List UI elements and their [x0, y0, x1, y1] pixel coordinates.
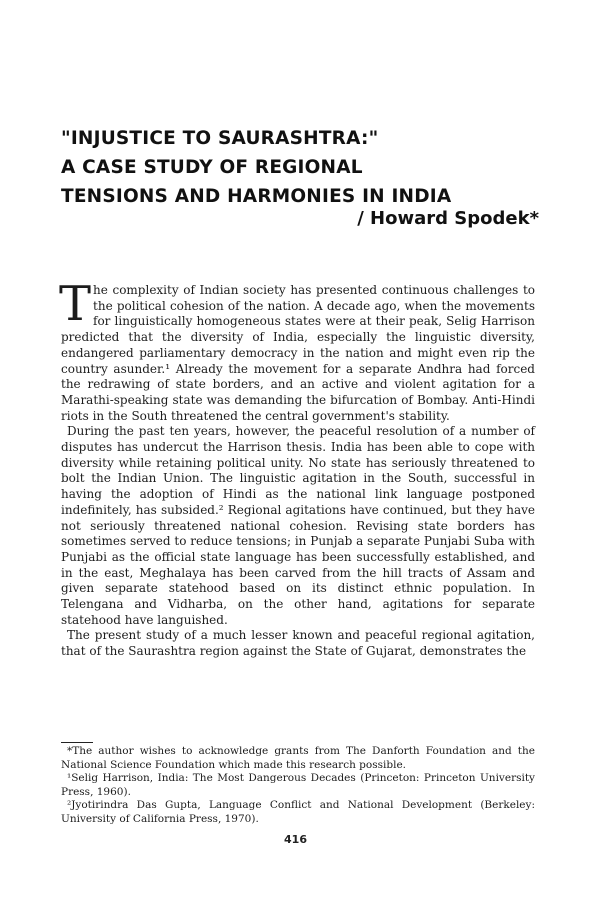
- article-body: [59, 276, 535, 660]
- paragraph: The present study of a much lesser known and peaceful regional agitation, that of the Saurashtra region against the State of Gujarat, demonstrates the: [61, 628, 535, 659]
- footnote: ¹Selig Harrison, India: The Most Dangerous Decades (Princeton: Princeton University Press, 1960).: [61, 772, 535, 798]
- title-line: TENSIONS AND HARMONIES IN INDIA: [61, 186, 452, 207]
- author-byline: / Howard Spodek*: [357, 208, 539, 229]
- footnote: *The author wishes to acknowledge grants from The Danforth Foundation and the National Science Foundation which made this research possible.: [61, 745, 535, 771]
- drop-cap: T: [59, 276, 92, 332]
- title-line: "INJUSTICE TO SAURASHTRA:": [61, 128, 379, 149]
- page-number: 416: [284, 833, 307, 846]
- paragraph: During the past ten years, however, the peaceful resolution of a number of disputes has undercut the Harrison thesis. India has been able to cope with diversity while retaining political unity. No state has seriously threatened to bolt the Indian Union. The linguistic agitation in the South, successful in having the adoption of Hindi as the national link language postponed indefinitely, has subsided.² Regional agitations have continued, but they have not seriously threatened national cohesion. Revising state borders has sometimes served to reduce tensions; in Punjab a separate Punjabi Suba with Punjabi as the official state language has been successfully established, and in the east, Meghalaya has been carved from the hill tracts of Assam and given separate statehood based on its distinct ethnic population. In Telengana and Vidharba, on the other hand, agitations for separate statehood have languished.: [61, 424, 535, 627]
- article-title: [61, 124, 451, 211]
- footnotes: [61, 745, 535, 826]
- footnote: ²Jyotirindra Das Gupta, Language Conflict and National Development (Berkeley: University of California Press, 1970).: [61, 799, 535, 825]
- paragraph-text: he complexity of Indian society has presented continuous challenges to the political cohesion of the nation. A decade ago, when the movements for linguistically homogeneous states were at their peak, Selig Harrison predicted that the diversity of India, especially the linguistic diversity, endangered parliamentary democracy in the nation and might even rip the country asunder.¹ Already the movement for a separate Andhra had forced the redrawing of state borders, and an active and violent agitation for a Marathi-speaking state was demanding the bifurcation of Bombay. Anti-Hindi riots in the South threatened the central government's stability.: [61, 283, 535, 423]
- footnote-divider: [61, 742, 93, 743]
- paragraph: [59, 276, 535, 424]
- title-line: A CASE STUDY OF REGIONAL: [61, 157, 363, 178]
